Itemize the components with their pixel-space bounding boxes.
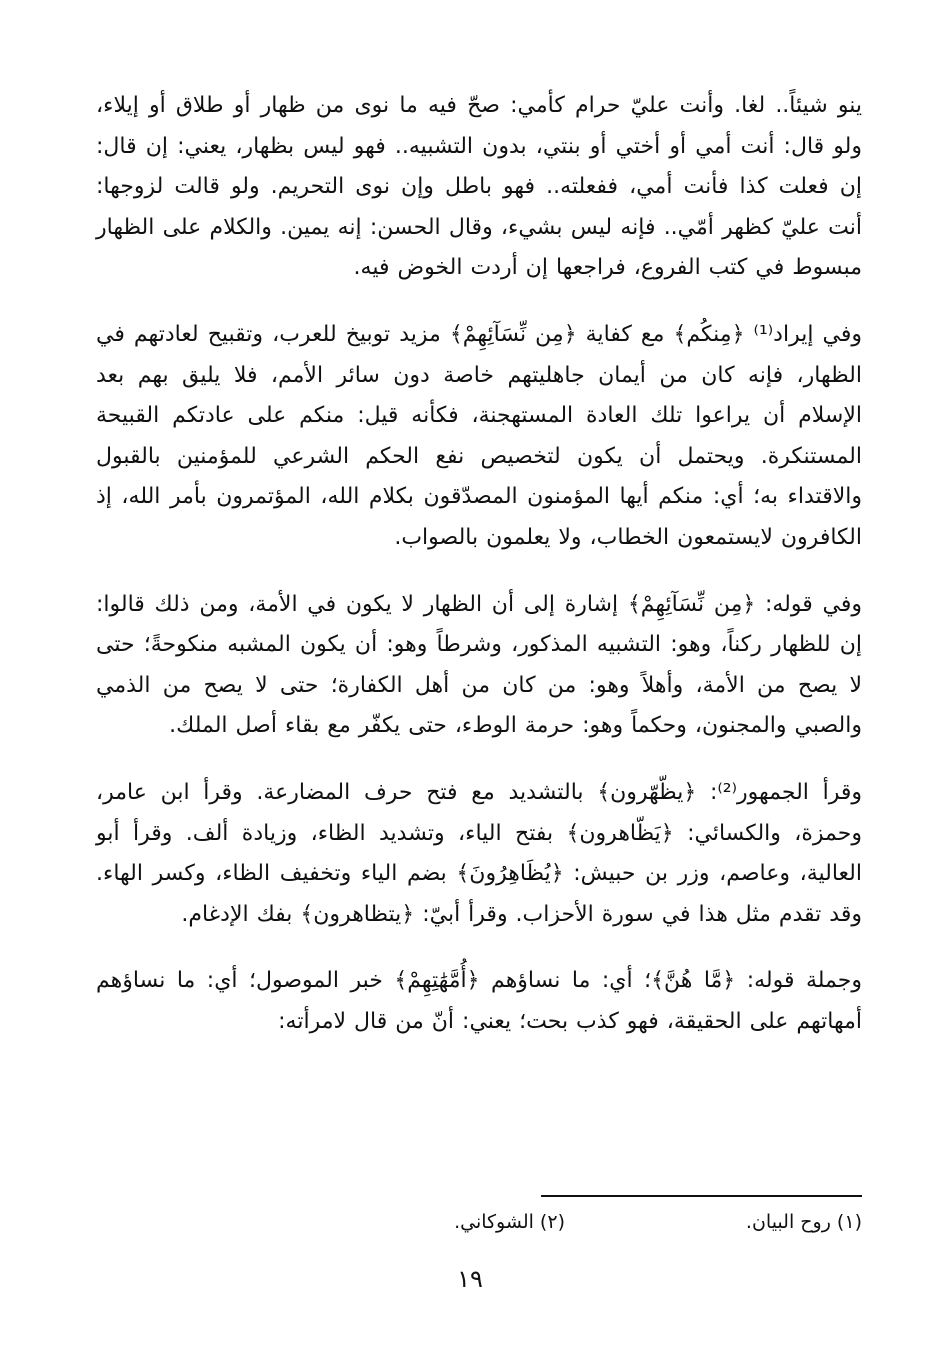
paragraph-4: وقرأ الجمهور⁽²⁾: ﴿يظّهّرون﴾ بالتشديد مع فتح حرف المضارعة. وقرأ ابن عامر، وحمزة، والكسائي: ﴿يَظّاهرون﴾ بفتح الياء، وتشديد الظاء، وزيادة ألف. وقرأ أبو العالية، وعاصم، وزر بن حبيش: ﴿يُظَاهِرُونَ﴾ بضم الياء وتخفيف الظاء، وكسر الهاء. وقد تقدم مثل هذا في سورة الأحزاب. وقرأ أبيّ: ﴿يتظاهرون﴾ بفك الإدغام. [96,779,862,927]
paragraph-2: وفي إيراد⁽¹⁾ ﴿مِنكُم﴾ مع كفاية ﴿مِن نِّسَآئِهِمْ﴾ مزيد توبيخ للعرب، وتقبيح لعادتهم في الظهار، فإنه كان من أيمان جاهليتهم خاصة دون سائر الأمم، فلا يليق بهم بعد الإسلام أن يراعوا تلك العادة المستهجنة، فكأنه قيل: منكم على عادتكم القبيحة المستنكرة. ويحتمل أن يكون لتخصيص نفع الحكم الشرعي للمؤمنين بالقبول والاقتداء به؛ أي: منكم أيها المؤمنون المصدّقون بكلام الله، المؤتمرون بأمر الله، إذ الكافرون لايستمعون الخطاب، ولا يعلمون بالصواب. [96,321,862,550]
footnote-1: (١) روح البيان. [745,1211,862,1233]
page-number: ١٩ [457,1265,483,1293]
page-body [96,86,862,1042]
paragraph-3: وفي قوله: ﴿مِن نِّسَآئِهِمْ﴾ إشارة إلى أن الظهار لا يكون في الأمة، ومن ذلك قالوا: إن للظهار ركناً، وهو: التشبيه المذكور، وشرطاً وهو: أن يكون المشبه منكوحةً؛ حتى لا يصح من الأمة، وأهلاً وهو: من كان من أهل الكفارة؛ حتى لا يصح من الذمي والصبي والمجنون، وحكماً وهو: حرمة الوطء، حتى يكفّر مع بقاء أصل الملك. [96,591,862,739]
footnote-2: (٢) الشوكاني. [454,1211,565,1233]
paragraph-1: ينو شيئاً.. لغا. وأنت عليّ حرام كأمي: صحّ فيه ما نوى من ظهار أو طلاق أو إيلاء، ولو قال: أنت أمي أو أختي أو بنتي، بدون التشبيه.. فهو ليس بظهار، يعني: إن قال: إن فعلت كذا فأنت أمي، ففعلته.. فهو باطل وإن نوى التحريم. ولو قالت لزوجها: أنت عليّ كظهر أمّي.. فإنه ليس بشيء، وقال الحسن: إنه يمين. والكلام على الظهار مبسوط في كتب الفروع، فراجعها إن أردت الخوض فيه. [96,93,862,281]
footnote-divider [541,1195,862,1197]
paragraph-5: وجملة قوله: ﴿مَّا هُنَّ﴾؛ أي: ما نساؤهم ﴿أُمَّهَٰتِهِمْ﴾ خبر الموصول؛ أي: ما نساؤهم أمهاتهم على الحقيقة، فهو كذب بحت؛ يعني: أنّ من قال لامرأته: [96,968,862,1034]
footnotes [96,1211,862,1241]
